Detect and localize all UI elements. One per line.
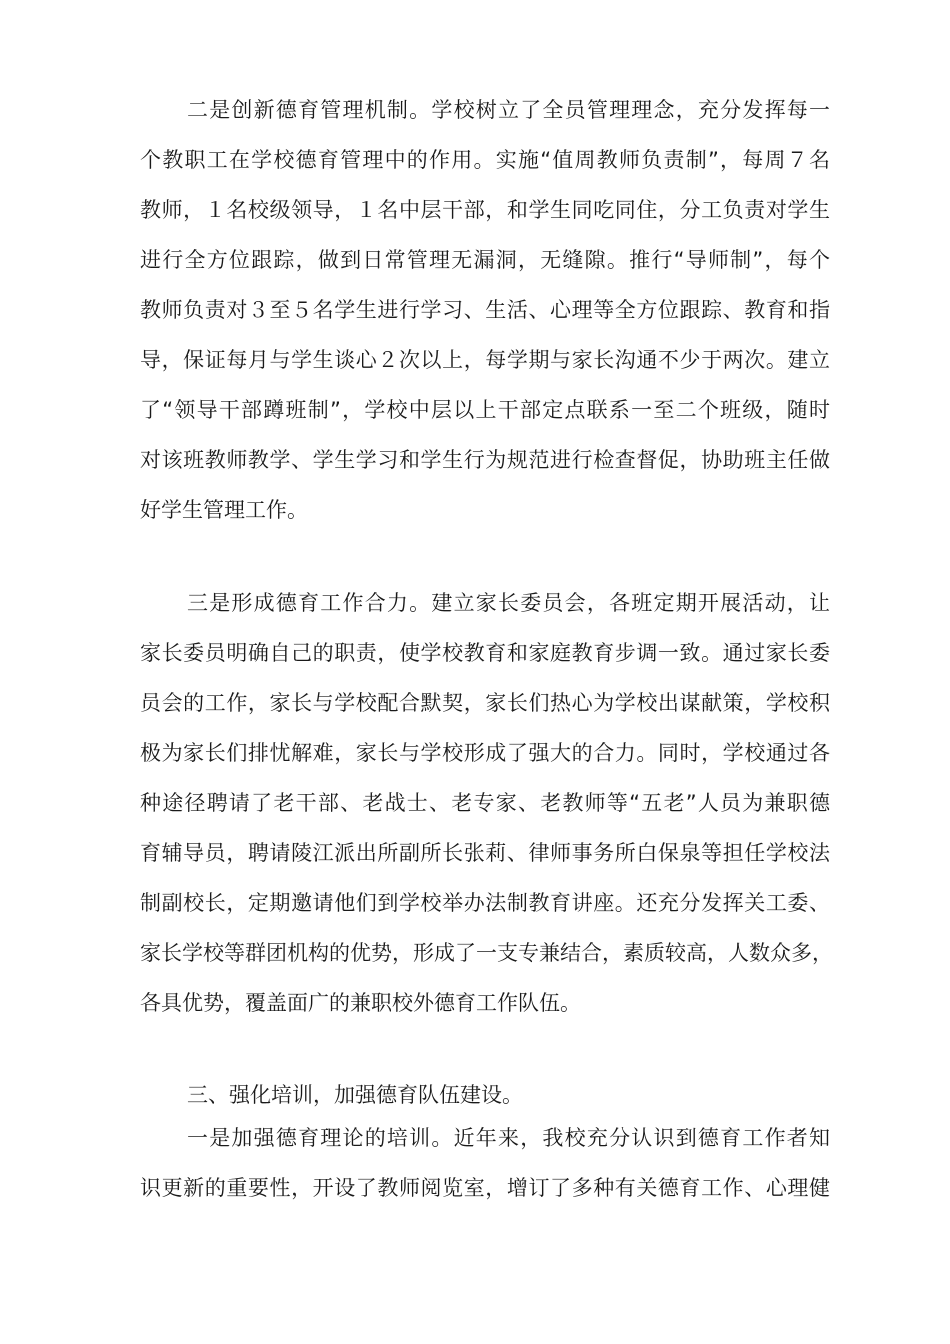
text-line: 家长委员明确自己的职责，使学校教育和家庭教育步调一致。通过家长委	[140, 641, 830, 665]
text-line: 三是形成德育工作合力。建立家长委员会，各班定期开展活动，让	[187, 591, 830, 615]
paragraph-moral-education-management	[140, 85, 830, 535]
text-line: 了“领导干部蹲班制”，学校中层以上干部定点联系一至二个班级，随时	[140, 398, 830, 422]
paragraph-joint-force	[140, 578, 833, 1028]
text-line: 对该班教师教学、学生学习和学生行为规范进行检查督促，协助班主任做	[140, 448, 830, 472]
paragraph-theory-training	[140, 1113, 830, 1213]
text-line: 识更新的重要性，开设了教师阅览室，增订了多种有关德育工作、心理健	[140, 1176, 830, 1200]
text-line: 制副校长，定期邀请他们到学校举办法制教育讲座。还充分发挥关工委、	[140, 891, 830, 915]
text-line: 二是创新德育管理机制。学校树立了全员管理理念，充分发挥每一	[187, 98, 830, 122]
text-line: 员会的工作，家长与学校配合默契，家长们热心为学校出谋献策，学校积	[140, 691, 830, 715]
text-line: 教师负责对３至５名学生进行学习、生活、心理等全方位跟踪、教育和指	[140, 298, 830, 322]
text-line: 各具优势，覆盖面广的兼职校外德育工作队伍。	[140, 991, 581, 1015]
text-line: 进行全方位跟踪，做到日常管理无漏洞，无缝隙。推行“导师制”，每个	[140, 248, 830, 272]
text-line: 个教职工在学校德育管理中的作用。实施“值周教师负责制”，每周７名	[140, 148, 830, 172]
text-line: 导，保证每月与学生谈心２次以上，每学期与家长沟通不少于两次。建立	[140, 348, 830, 372]
text-line: 家长学校等群团机构的优势，形成了一支专兼结合，素质较高，人数众多，	[140, 941, 833, 965]
text-line: 育辅导员，聘请陵江派出所副所长张莉、律师事务所白保泉等担任学校法	[140, 841, 830, 865]
heading-line: 三、强化培训，加强德育队伍建设。	[187, 1083, 523, 1107]
text-line: 好学生管理工作。	[140, 498, 308, 522]
text-line: 极为家长们排忧解难，家长与学校形成了强大的合力。同时，学校通过各	[140, 741, 830, 765]
text-line: 种途径聘请了老干部、老战士、老专家、老教师等“五老”人员为兼职德	[140, 791, 830, 815]
text-line: 教师，１名校级领导，１名中层干部，和学生同吃同住，分工负责对学生	[140, 198, 830, 222]
text-line: 一是加强德育理论的培训。近年来，我校充分认识到德育工作者知	[187, 1126, 830, 1150]
